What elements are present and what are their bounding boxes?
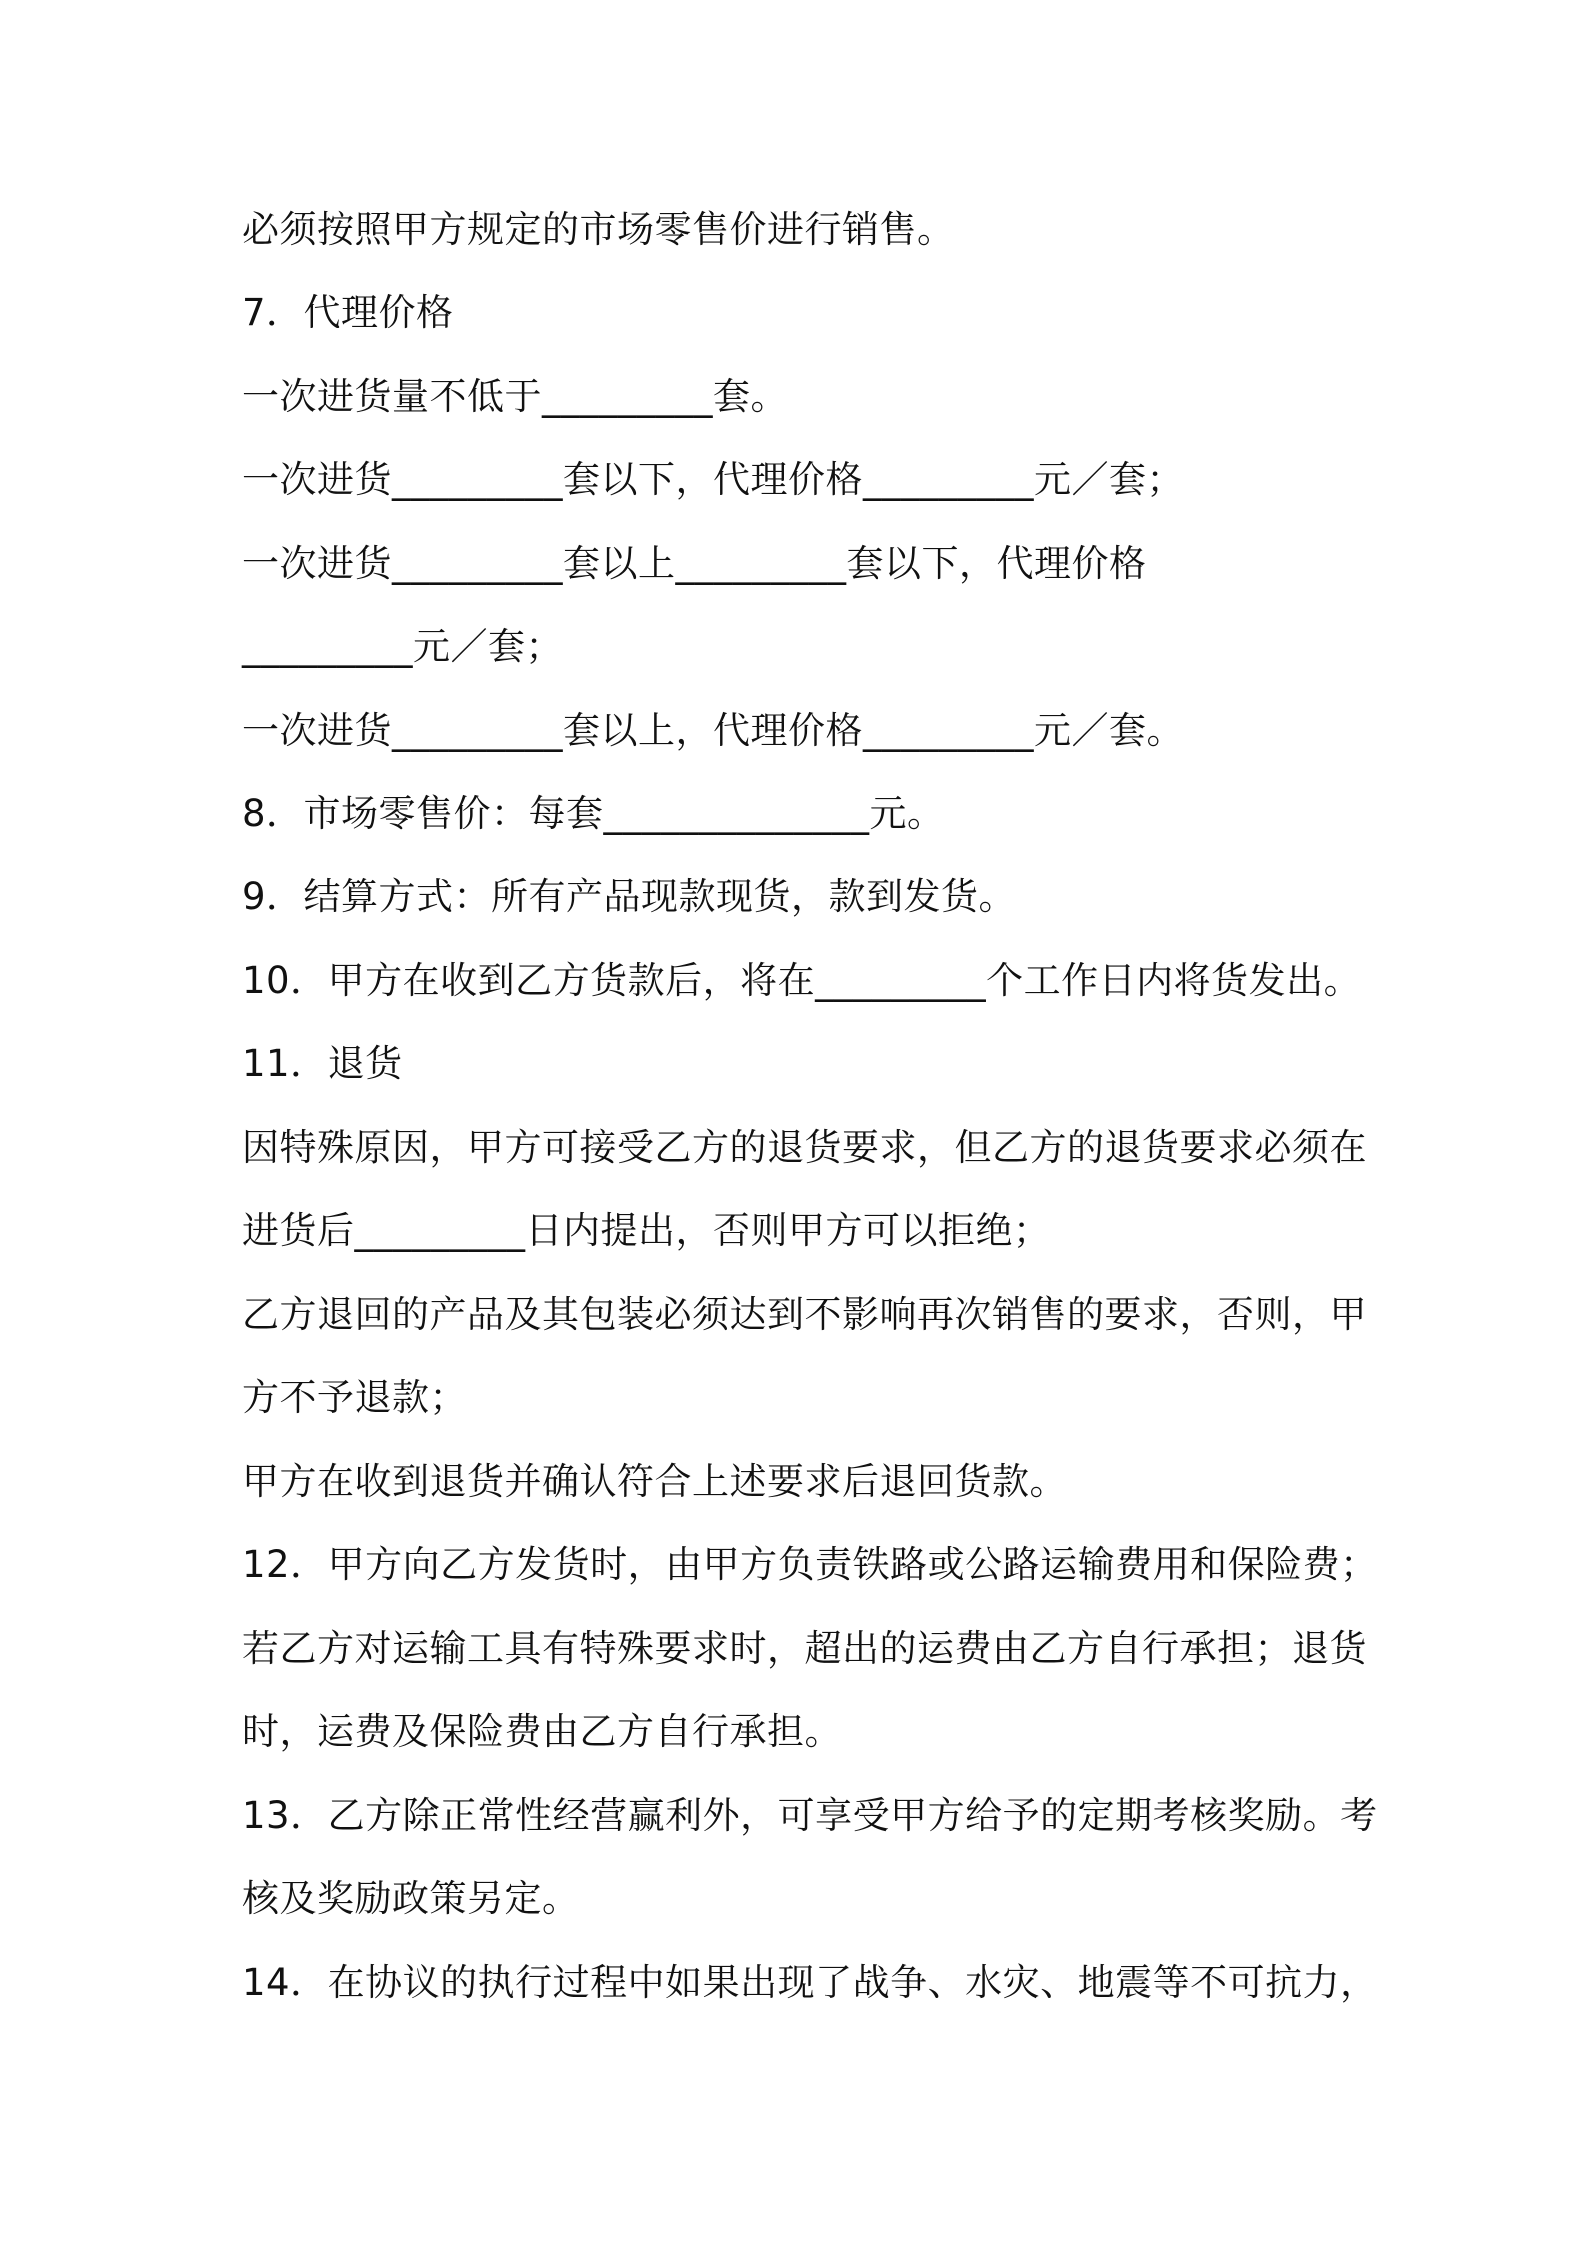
text-line: 13．乙方除正常性经营赢利外，可享受甲方给予的定期考核奖励。考 bbox=[242, 1794, 1378, 1837]
text-line: 因特殊原因，甲方可接受乙方的退货要求，但乙方的退货要求必须在 bbox=[242, 1126, 1367, 1169]
text-line: 时，运费及保险费由乙方自行承担。 bbox=[242, 1710, 842, 1753]
text-line: 核及奖励政策另定。 bbox=[242, 1877, 580, 1920]
text-line: 甲方在收到退货并确认符合上述要求后退回货款。 bbox=[242, 1460, 1067, 1503]
text-line: 进货后_________日内提出，否则甲方可以拒绝； bbox=[242, 1209, 1051, 1252]
text-line: 10．甲方在收到乙方货款后，将在_________个工作日内将货发出。 bbox=[242, 959, 1362, 1002]
text-line: 方不予退款； bbox=[242, 1376, 467, 1419]
text-line: 9．结算方式：所有产品现款现货，款到发货。 bbox=[242, 875, 1017, 918]
text-line: 一次进货量不低于_________套。 bbox=[242, 375, 788, 418]
text-line: 乙方退回的产品及其包装必须达到不影响再次销售的要求，否则，甲 bbox=[242, 1293, 1367, 1336]
text-line: 一次进货_________套以上，代理价格_________元／套。 bbox=[242, 709, 1184, 752]
text-line: 必须按照甲方规定的市场零售价进行销售。 bbox=[242, 208, 955, 251]
text-line: 若乙方对运输工具有特殊要求时，超出的运费由乙方自行承担；退货 bbox=[242, 1627, 1367, 1670]
text-line: 12．甲方向乙方发货时，由甲方负责铁路或公路运输费用和保险费； bbox=[242, 1543, 1378, 1586]
text-line: 一次进货_________套以上_________套以下，代理价格 bbox=[242, 542, 1147, 585]
section-heading-returns: 11．退货 bbox=[242, 1042, 403, 1085]
text-line: 14．在协议的执行过程中如果出现了战争、水灾、地震等不可抗力， bbox=[242, 1961, 1378, 2004]
text-line: 8．市场零售价：每套______________元。 bbox=[242, 792, 945, 835]
text-line: _________元／套； bbox=[242, 625, 563, 668]
text-line: 一次进货_________套以下，代理价格_________元／套； bbox=[242, 458, 1184, 501]
section-heading-agency-price: 7．代理价格 bbox=[242, 291, 454, 334]
